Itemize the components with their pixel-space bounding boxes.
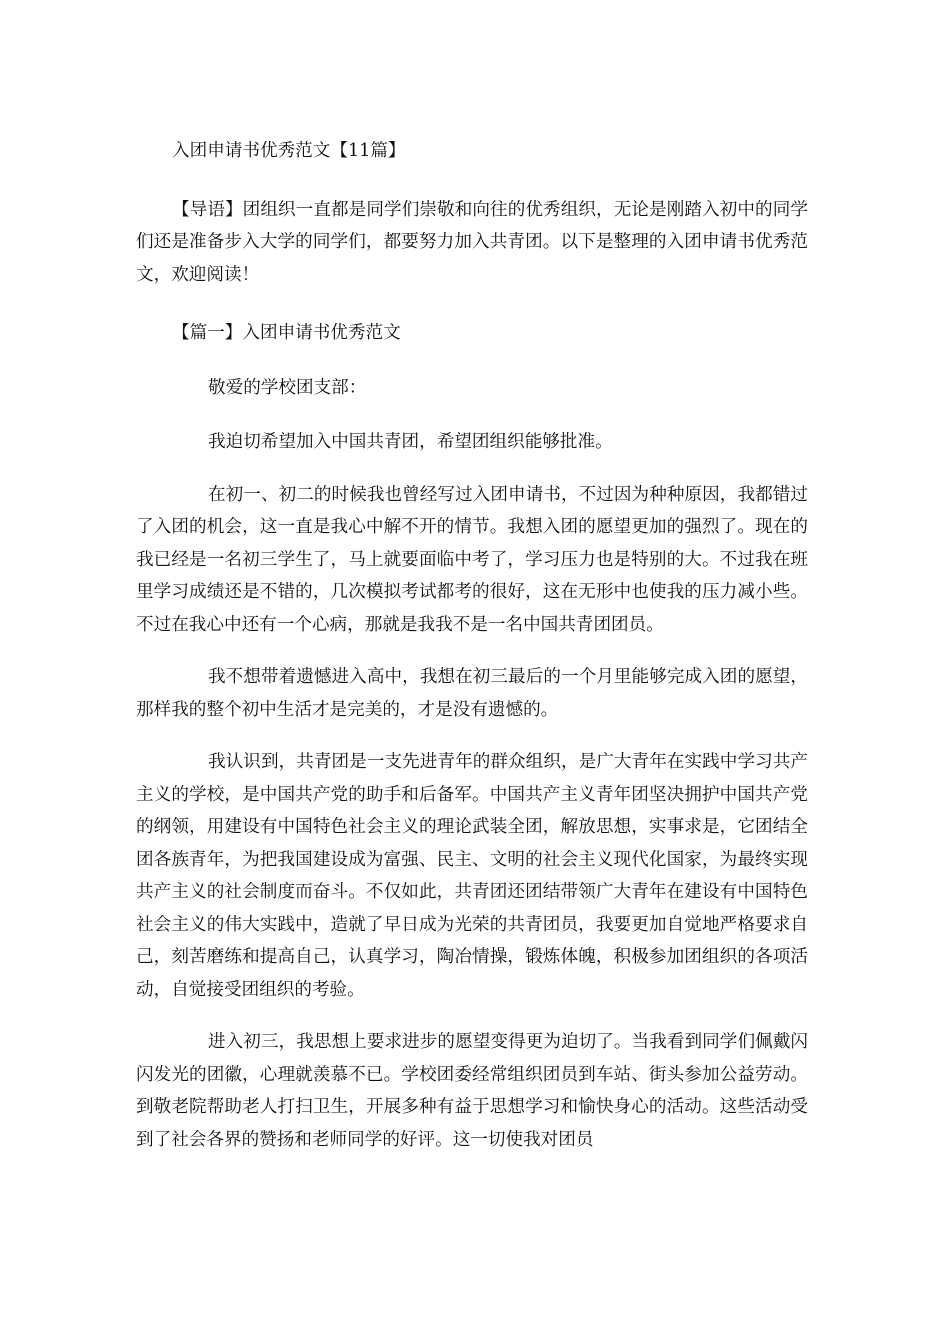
salutation: 敬爱的学校团支部： bbox=[208, 377, 367, 398]
body-paragraph-2: 在初一、初二的时候我也曾经写过入团申请书，不过因为种种原因，我都错过了入团的机会，这一直是我心中解不开的情节。我想入团的愿望更加的强烈了。现在的我已经是一名初三学生了，马上就要面临中考了，学习压力也是特别的大。不过我在班里学习成绩还是不错的，几次模拟考试都考的很好，这在无形中也使我的压力减小些。不过在我心中还有一个心病，那就是我我不是一名中国共青团团员。 bbox=[136, 484, 808, 635]
intro-paragraph: 【导语】团组织一直都是同学们崇敬和向往的优秀组织，无论是刚踏入初中的同学们还是准备步入大学的同学们，都要努力加入共青团。以下是整理的入团申请书优秀范文，欢迎阅读！ bbox=[136, 199, 808, 285]
document-body bbox=[136, 135, 808, 1176]
section-heading: 【篇一】入团申请书优秀范文 bbox=[172, 323, 401, 343]
body-paragraph-3: 我不想带着遗憾进入高中，我想在初三最后的一个月里能够完成入团的愿望，那样我的整个初中生活才是完美的，才是没有遗憾的。 bbox=[136, 667, 808, 720]
body-paragraph-5: 进入初三，我思想上要求进步的愿望变得更为迫切了。当我看到同学们佩戴闪闪发光的团徽，心理就羡慕不已。学校团委经常组织团员到车站、街头参加公益劳动。到敬老院帮助老人打扫卫生，开展多种有益于思想学习和愉快身心的活动。这些活动受到了社会各界的赞扬和老师同学的好评。这一切使我对团员 bbox=[136, 1032, 808, 1150]
body-paragraph-4: 我认识到，共青团是一支先进青年的群众组织，是广大青年在实践中学习共产主义的学校，是中国共产党的助手和后备军。中国共产主义青年团坚决拥护中国共产党的纲领，用建设有中国特色社会主义的理论武装全团，解放思想，实事求是，它团结全团各族青年，为把我国建设成为富强、民主、文明的社会主义现代化国家，为最终实现共产主义的社会制度而奋斗。不仅如此，共青团还团结带领广大青年在建设有中国特色社会主义的伟大实践中，造就了早日成为光荣的共青团员，我要更加自觉地严格要求自己，刻苦磨练和提高自己，认真学习，陶冶情操，锻炼体魄，积极参加团组织的各项活动，自觉接受团组织的考验。 bbox=[136, 752, 808, 1000]
document-title: 入团申请书优秀范文【11篇】 bbox=[172, 141, 406, 161]
body-paragraph-1: 我迫切希望加入中国共青团，希望团组织能够批准。 bbox=[208, 432, 613, 452]
